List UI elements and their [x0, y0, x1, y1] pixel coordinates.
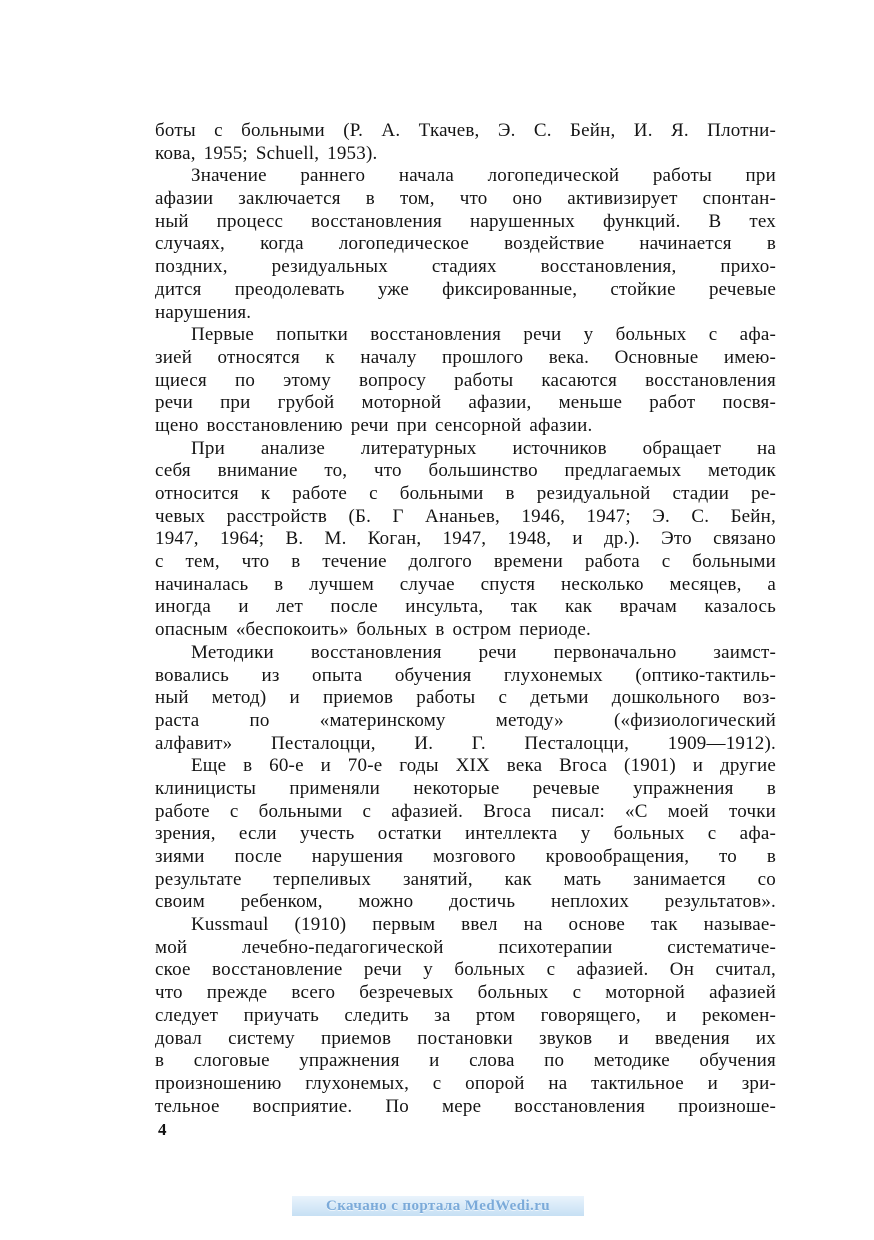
- text-line: дится преодолевать уже фиксированные, стойкие речевые: [155, 278, 776, 300]
- text-line: иногда и лет после инсульта, так как врачам казалось: [155, 596, 776, 618]
- text-line: вовались из опыта обучения глухонемых (оптико-тактиль-: [155, 664, 776, 686]
- text-line: щено восстановлению речи при сенсорной афазии.: [155, 414, 593, 436]
- text-line: работе с больными с афазией. Вгоса писал: «С моей точки: [155, 800, 776, 822]
- text-line: случаях, когда логопедическое воздействие начинается в: [155, 233, 776, 255]
- text-line: чевых расстройств (Б. Г Ананьев, 1946, 1947; Э. С. Бейн,: [155, 505, 776, 527]
- text-line: Методики восстановления речи первоначально заимст-: [191, 641, 776, 663]
- text-line: 1947, 1964; В. М. Коган, 1947, 1948, и др.). Это связано: [155, 528, 776, 550]
- text-line: нарушения.: [155, 301, 252, 323]
- text-line: поздних, резидуальных стадиях восстановления, прихо-: [155, 256, 776, 278]
- text-line: довал систему приемов постановки звуков и введения их: [155, 1027, 776, 1049]
- text-line: щиеся по этому вопросу работы касаются восстановления: [155, 369, 776, 391]
- text-line: Первые попытки восстановления речи у больных с афа-: [191, 324, 776, 346]
- text-line: относится к работе с больными в резидуальной стадии ре-: [155, 483, 776, 504]
- text-line: кова, 1955; Schuell, 1953).: [155, 142, 378, 164]
- text-line: зиями после нарушения мозгового кровообращения, то в: [155, 846, 776, 867]
- text-line: ный процесс восстановления нарушенных функций. В тех: [155, 210, 776, 232]
- text-line: произношению глухонемых, с опорой на тактильное и зри-: [155, 1072, 776, 1094]
- text-line: речи при грубой моторной афазии, меньше работ посвя-: [155, 392, 776, 414]
- text-line: ское восстановление речи у больных с афазией. Он считал,: [155, 959, 776, 981]
- text-line: боты с больными (Р. А. Ткачев, Э. С. Бейн, И. Я. Плотни-: [155, 120, 776, 141]
- text-line: афазии заключается в том, что оно активизирует спонтан-: [155, 188, 776, 210]
- text-line: клиницисты применяли некоторые речевые упражнения в: [155, 777, 776, 799]
- text-line: мой лечебно-педагогической психотерапии систематиче-: [155, 936, 776, 958]
- text-line: начиналась в лучшем случае спустя несколько месяцев, а: [155, 573, 776, 595]
- text-line: своим ребенком, можно достичь неплохих результатов».: [155, 891, 776, 913]
- text-line: алфавит» Песталоцци, И. Г. Песталоцци, 1909—1912).: [155, 732, 776, 754]
- watermark-banner: Скачано с портала MedWedi.ru: [292, 1196, 584, 1216]
- text-line: в слоговые упражнения и слова по методике обучения: [155, 1050, 776, 1072]
- text-line: При анализе литературных источников обращает на: [191, 437, 776, 459]
- text-line: зрения, если учесть остатки интеллекта у больных с афа-: [155, 823, 776, 845]
- text-block: [155, 120, 776, 1118]
- text-line: Значение раннего начала логопедической работы при: [191, 165, 776, 187]
- text-line: Еще в 60-е и 70-е годы XIX века Вгоса (1901) и другие: [191, 755, 776, 777]
- text-line: зией относятся к началу прошлого века. Основные имею-: [155, 346, 776, 368]
- text-line: результате терпеливых занятий, как мать занимается со: [155, 868, 776, 890]
- text-line: тельное восприятие. По мере восстановления произноше-: [155, 1095, 776, 1117]
- text-line: что прежде всего безречевых больных с моторной афазией: [155, 982, 776, 1004]
- text-line: Kussmaul (1910) первым ввел на основе так называе-: [191, 914, 776, 936]
- text-line: опасным «беспокоить» больных в остром периоде.: [155, 619, 591, 641]
- text-line: с тем, что в течение долгого времени работа с больными: [155, 551, 776, 573]
- text-line: себя внимание то, что большинство предлагаемых методик: [155, 460, 776, 482]
- text-line: ный метод) и приемов работы с детьми дошкольного воз-: [155, 687, 776, 709]
- text-line: следует приучать следить за ртом говорящего, и рекомен-: [155, 1004, 776, 1026]
- page-number: 4: [158, 1120, 167, 1139]
- text-line: раста по «материнскому методу» («физиологический: [155, 709, 776, 731]
